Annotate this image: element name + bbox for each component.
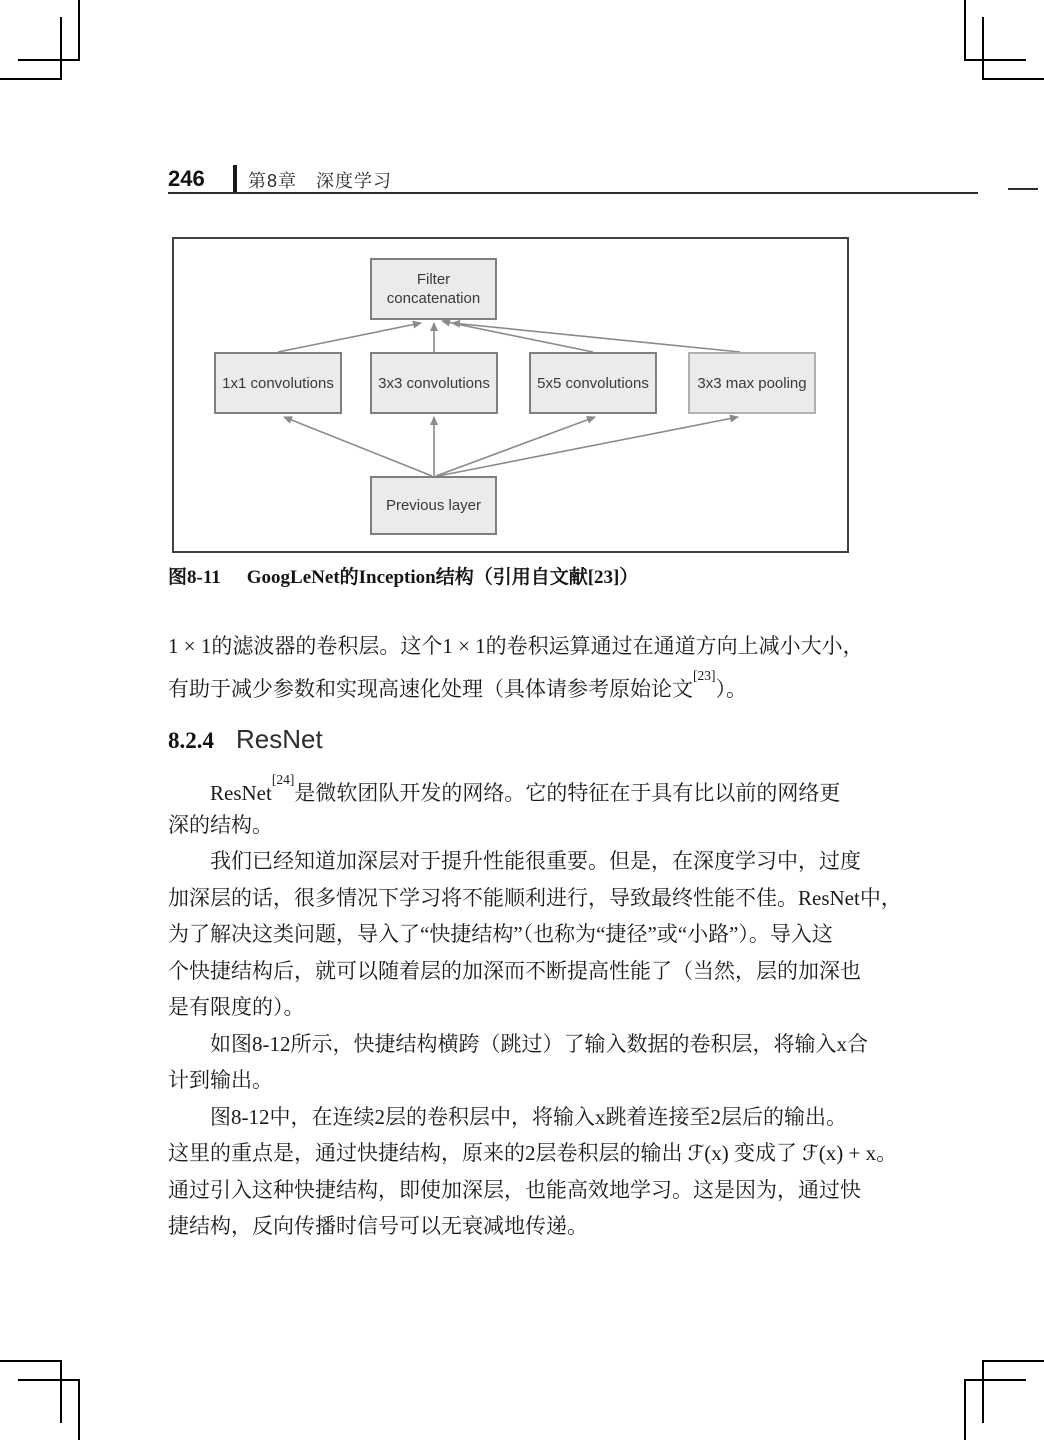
section-number: 8.2.4 [168,728,214,753]
crop-mark [964,59,1026,61]
text-line: 图8-12中，在连续2层的卷积层中，将输入x跳着连接至2层后的输出。 [210,1104,847,1129]
node-filter-concatenation: Filter concatenation [370,258,497,320]
text-line: 加深层的话，很多情况下学习将不能顺利进行，导致最终性能不佳。ResNet中， [168,885,902,910]
text-line: 捷结构，反向传播时信号可以无衰减地传递。 [168,1214,588,1238]
crop-mark [982,1360,1044,1362]
text-line: 是有限度的）。 [168,995,305,1019]
crop-mark [0,1360,62,1362]
crop-mark [964,1379,1026,1381]
text-line: 深的结构。 [168,812,273,837]
crop-mark [0,78,62,80]
node-5x5-convolutions: 5x5 convolutions [529,352,657,414]
crop-mark [78,0,80,61]
figure-caption-text: GoogLeNet的Inception结构（引用自文献[23]） [246,567,639,588]
crop-mark [78,1379,80,1440]
figure-inception-diagram [172,237,849,553]
header-rule [168,192,978,194]
text-line: 个快捷结构后，就可以随着层的加深而不断提高性能了（当然，层的加深也 [168,958,861,983]
crop-mark [60,1360,62,1423]
node-1x1-convolutions: 1x1 convolutions [214,352,342,414]
text-line: 1 × 1的滤波器的卷积层。这个1 × 1的卷积运算通过在通道方向上减小大小， [168,634,864,658]
crop-mark [964,1379,966,1440]
page-number: 246 [168,166,205,191]
body-text [168,770,902,1245]
crop-mark [982,78,1044,80]
node-previous-layer: Previous layer [370,476,497,535]
node-3x3-convolutions: 3x3 convolutions [370,352,498,414]
text-line: 这里的重点是，通过快捷结构，原来的2层卷积层的输出 ℱ(x) 变成了 ℱ(x) + x。 [168,1141,898,1165]
text-line: 我们已经知道加深层对于提升性能很重要。但是，在深度学习中，过度 [210,849,861,873]
section-heading [168,724,323,764]
text-line: 如图8-12所示，快捷结构横跨（跳过）了输入数据的卷积层，将输入x合 [210,1031,868,1056]
figure-caption [168,562,638,589]
crop-mark [982,17,984,80]
intro-paragraph [168,628,868,702]
header-edge-dash [1008,188,1038,190]
text-line: ResNet[24]是微软团队开发的网络。它的特征在于具有比以前的网络更 [210,772,841,805]
crop-mark [18,59,80,61]
text-line: 为了解决这类问题，导入了“快捷结构”（也称为“捷径”或“小路”）。导入这 [168,922,833,946]
crop-mark [964,0,966,61]
crop-mark [60,17,62,80]
node-3x3-max-pooling: 3x3 max pooling [688,352,816,414]
text-line: 有助于减少参数和实现高速化处理（具体请参考原始论文[23]）。 [168,668,747,701]
section-title: ResNet [236,724,323,754]
text-line: 通过引入这种快捷结构，即使加深层，也能高效地学习。这是因为，通过快 [168,1177,861,1202]
header-divider [233,165,237,193]
citation-ref-23: [23] [693,668,716,683]
crop-mark [18,1379,80,1381]
figure-caption-label: 图8-11 [168,567,221,588]
chapter-title: 第8章 深度学习 [248,171,393,191]
text-line: 计到输出。 [168,1068,273,1092]
crop-mark [982,1360,984,1423]
citation-ref-24: [24] [271,772,295,787]
